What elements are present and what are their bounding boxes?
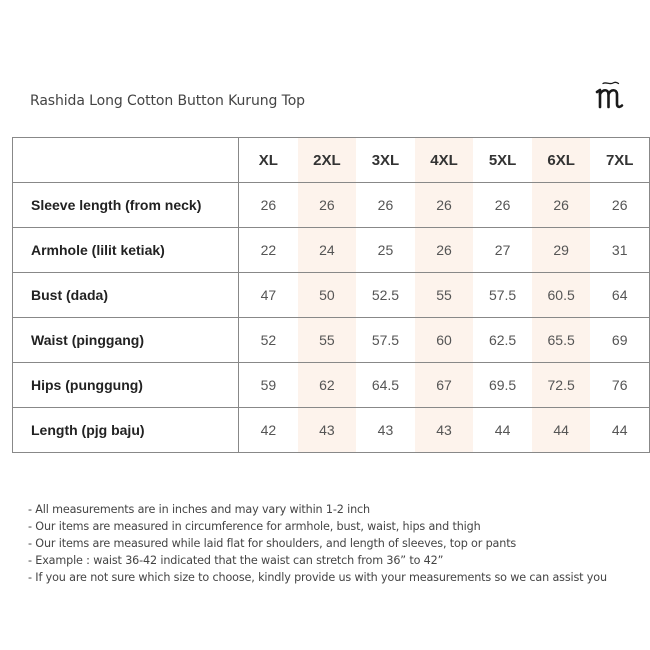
- table-cell: 69.5: [473, 363, 532, 408]
- table-cell: 31: [590, 228, 649, 273]
- size-header: 2XL: [298, 138, 357, 183]
- table-cell: 76: [590, 363, 649, 408]
- table-cell: 47: [239, 273, 298, 318]
- table-cell: 62: [298, 363, 357, 408]
- table-cell: 52: [239, 318, 298, 363]
- size-header: 4XL: [415, 138, 474, 183]
- table-row: [13, 363, 650, 408]
- row-label: Bust (dada): [13, 273, 239, 318]
- measurement-notes: [28, 501, 607, 586]
- table-cell: 69: [590, 318, 649, 363]
- size-header: XL: [239, 138, 298, 183]
- row-label: Sleeve length (from neck): [13, 183, 239, 228]
- table-cell: 44: [532, 408, 591, 453]
- size-chart-table: [12, 137, 650, 453]
- table-cell: 55: [415, 273, 474, 318]
- table-cell: 50: [298, 273, 357, 318]
- note-line: - Our items are measured in circumference for armhole, bust, waist, hips and thigh: [28, 520, 481, 533]
- row-label: Armhole (lilit ketiak): [13, 228, 239, 273]
- row-label: Length (pjg baju): [13, 408, 239, 453]
- table-cell: 55: [298, 318, 357, 363]
- table-cell: 44: [590, 408, 649, 453]
- table-cell: 42: [239, 408, 298, 453]
- table-cell: 26: [473, 183, 532, 228]
- table-cell: 57.5: [356, 318, 415, 363]
- table-cell: 65.5: [532, 318, 591, 363]
- table-cell: 24: [298, 228, 357, 273]
- table-row: [13, 183, 650, 228]
- m-monogram-logo: [594, 80, 628, 110]
- row-label: Hips (punggung): [13, 363, 239, 408]
- table-cell: 67: [415, 363, 474, 408]
- table-row: [13, 318, 650, 363]
- table-cell: 43: [415, 408, 474, 453]
- note-line: - All measurements are in inches and may vary within 1-2 inch: [28, 503, 370, 516]
- table-cell: 22: [239, 228, 298, 273]
- table-cell: 60.5: [532, 273, 591, 318]
- table-cell: 25: [356, 228, 415, 273]
- table-cell: 26: [532, 183, 591, 228]
- table-cell: 26: [298, 183, 357, 228]
- table-row: [13, 228, 650, 273]
- table-cell: 60: [415, 318, 474, 363]
- table-row: [13, 273, 650, 318]
- size-header: 5XL: [473, 138, 532, 183]
- table-cell: 26: [356, 183, 415, 228]
- row-label: Waist (pinggang): [13, 318, 239, 363]
- table-cell: 29: [532, 228, 591, 273]
- table-cell: 59: [239, 363, 298, 408]
- table-cell: 52.5: [356, 273, 415, 318]
- table-cell: 72.5: [532, 363, 591, 408]
- table-cell: 64.5: [356, 363, 415, 408]
- note-line: - Our items are measured while laid flat for shoulders, and length of sleeves, top or pants: [28, 537, 517, 550]
- table-row: [13, 408, 650, 453]
- table-cell: 26: [415, 183, 474, 228]
- size-header: 3XL: [356, 138, 415, 183]
- note-line: - Example : waist 36-42 indicated that the waist can stretch from 36” to 42”: [28, 554, 444, 567]
- size-header: 6XL: [532, 138, 591, 183]
- table-cell: 26: [590, 183, 649, 228]
- table-cell: 57.5: [473, 273, 532, 318]
- table-cell: 26: [415, 228, 474, 273]
- table-cell: 43: [298, 408, 357, 453]
- note-line: - If you are not sure which size to choose, kindly provide us with your measurements so we can assist you: [28, 571, 607, 584]
- table-cell: 27: [473, 228, 532, 273]
- table-cell: 64: [590, 273, 649, 318]
- header-empty-cell: [13, 138, 239, 183]
- table-header-row: [13, 138, 650, 183]
- size-header: 7XL: [590, 138, 649, 183]
- table-cell: 43: [356, 408, 415, 453]
- product-title: Rashida Long Cotton Button Kurung Top: [30, 93, 305, 109]
- table-cell: 44: [473, 408, 532, 453]
- table-cell: 62.5: [473, 318, 532, 363]
- table-cell: 26: [239, 183, 298, 228]
